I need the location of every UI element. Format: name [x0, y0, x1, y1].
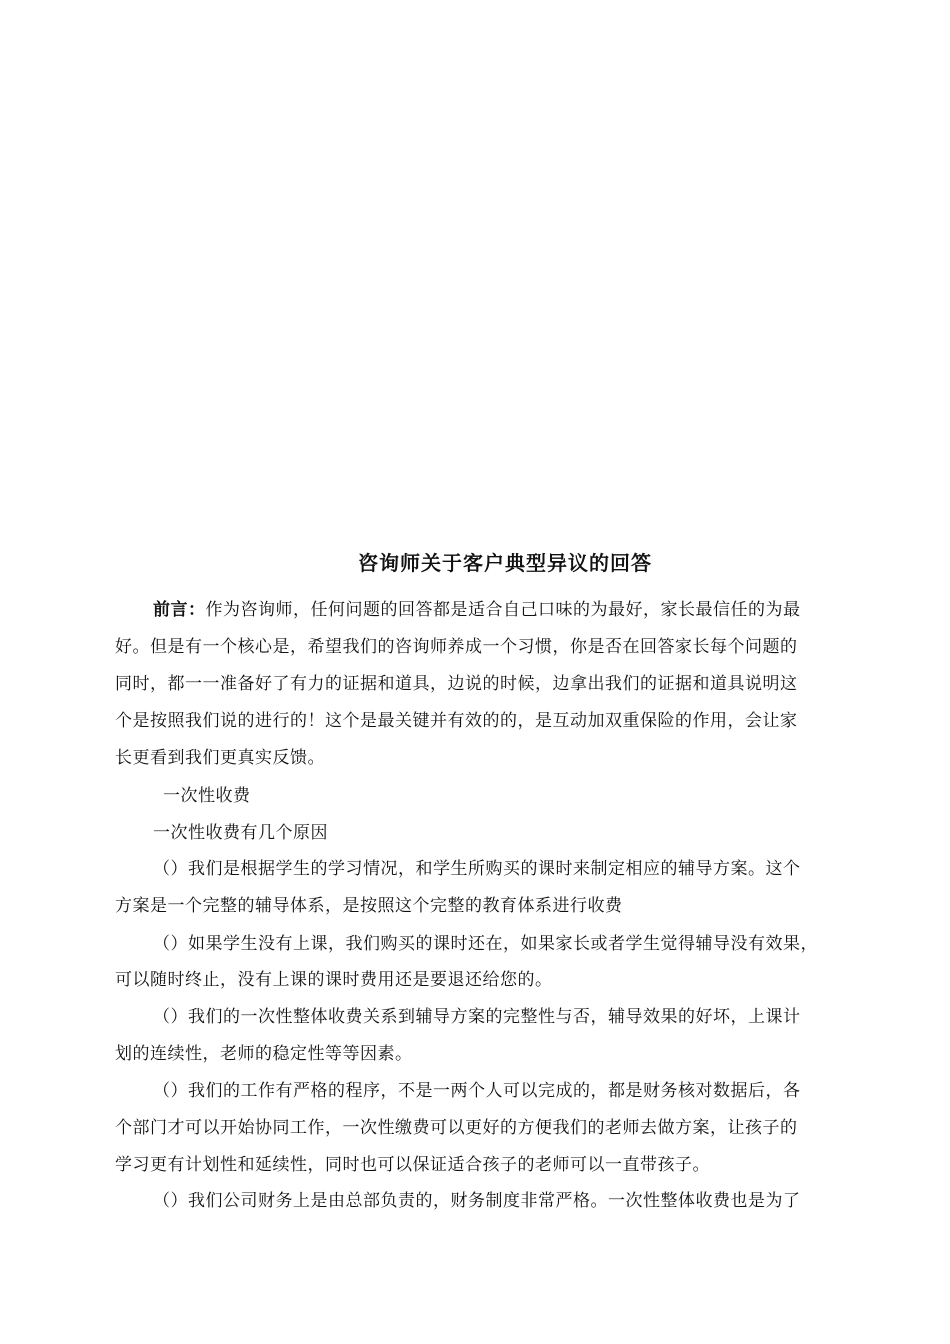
point-line: 划的连续性，老师的稳定性等等因素。	[115, 1044, 413, 1064]
point-first-line: （）我们的一次性整体收费关系到辅导方案的完整性与否，辅导效果的好坏，上课计	[153, 1007, 801, 1027]
preface-text: 作为咨询师，任何问题的回答都是适合自己口味的为最好，家长最信任的为最	[205, 600, 801, 620]
preface-line: 长更看到我们更真实反馈。	[115, 748, 325, 768]
preface-label: 前言：	[153, 600, 206, 620]
preface-line: 同时，都一一准备好了有力的证据和道具，边说的时候，边拿出我们的证据和道具说明这	[115, 674, 798, 694]
point-line: 个部门才可以开始协同工作，一次性缴费可以更好的方便我们的老师去做方案，让孩子的	[115, 1118, 798, 1138]
section-heading: 一次性收费	[163, 786, 251, 806]
preface-line: 个是按照我们说的进行的！这个是最关键并有效的的，是互动加双重保险的作用，会让家	[115, 711, 798, 731]
preface-line: 好。但是有一个核心是，希望我们的咨询师养成一个习惯，你是否在回答家长每个问题的	[115, 637, 798, 657]
point-line: 方案是一个完整的辅导体系，是按照这个完整的教育体系进行收费	[115, 896, 623, 916]
point-first-line: （）如果学生没有上课，我们购买的课时还在，如果家长或者学生觉得辅导没有效果，	[153, 934, 818, 954]
point-line: 学习更有计划性和延续性，同时也可以保证适合孩子的老师可以一直带孩子。	[115, 1155, 710, 1175]
point-first-line: （）我们的工作有严格的程序，不是一两个人可以完成的，都是财务核对数据后，各	[153, 1081, 801, 1101]
point-first-line: （）我们是根据学生的学习情况，和学生所购买的课时来制定相应的辅导方案。这个	[153, 859, 801, 879]
section-intro: 一次性收费有几个原因	[153, 823, 328, 843]
preface-first-line	[153, 598, 801, 622]
point-first-line: （）我们公司财务上是由总部负责的，财务制度非常严格。一次性整体收费也是为了	[153, 1191, 801, 1211]
document-title: 咨询师关于客户典型异议的回答	[358, 551, 652, 575]
point-line: 可以随时终止，没有上课的课时费用还是要退还给您的。	[115, 970, 553, 990]
